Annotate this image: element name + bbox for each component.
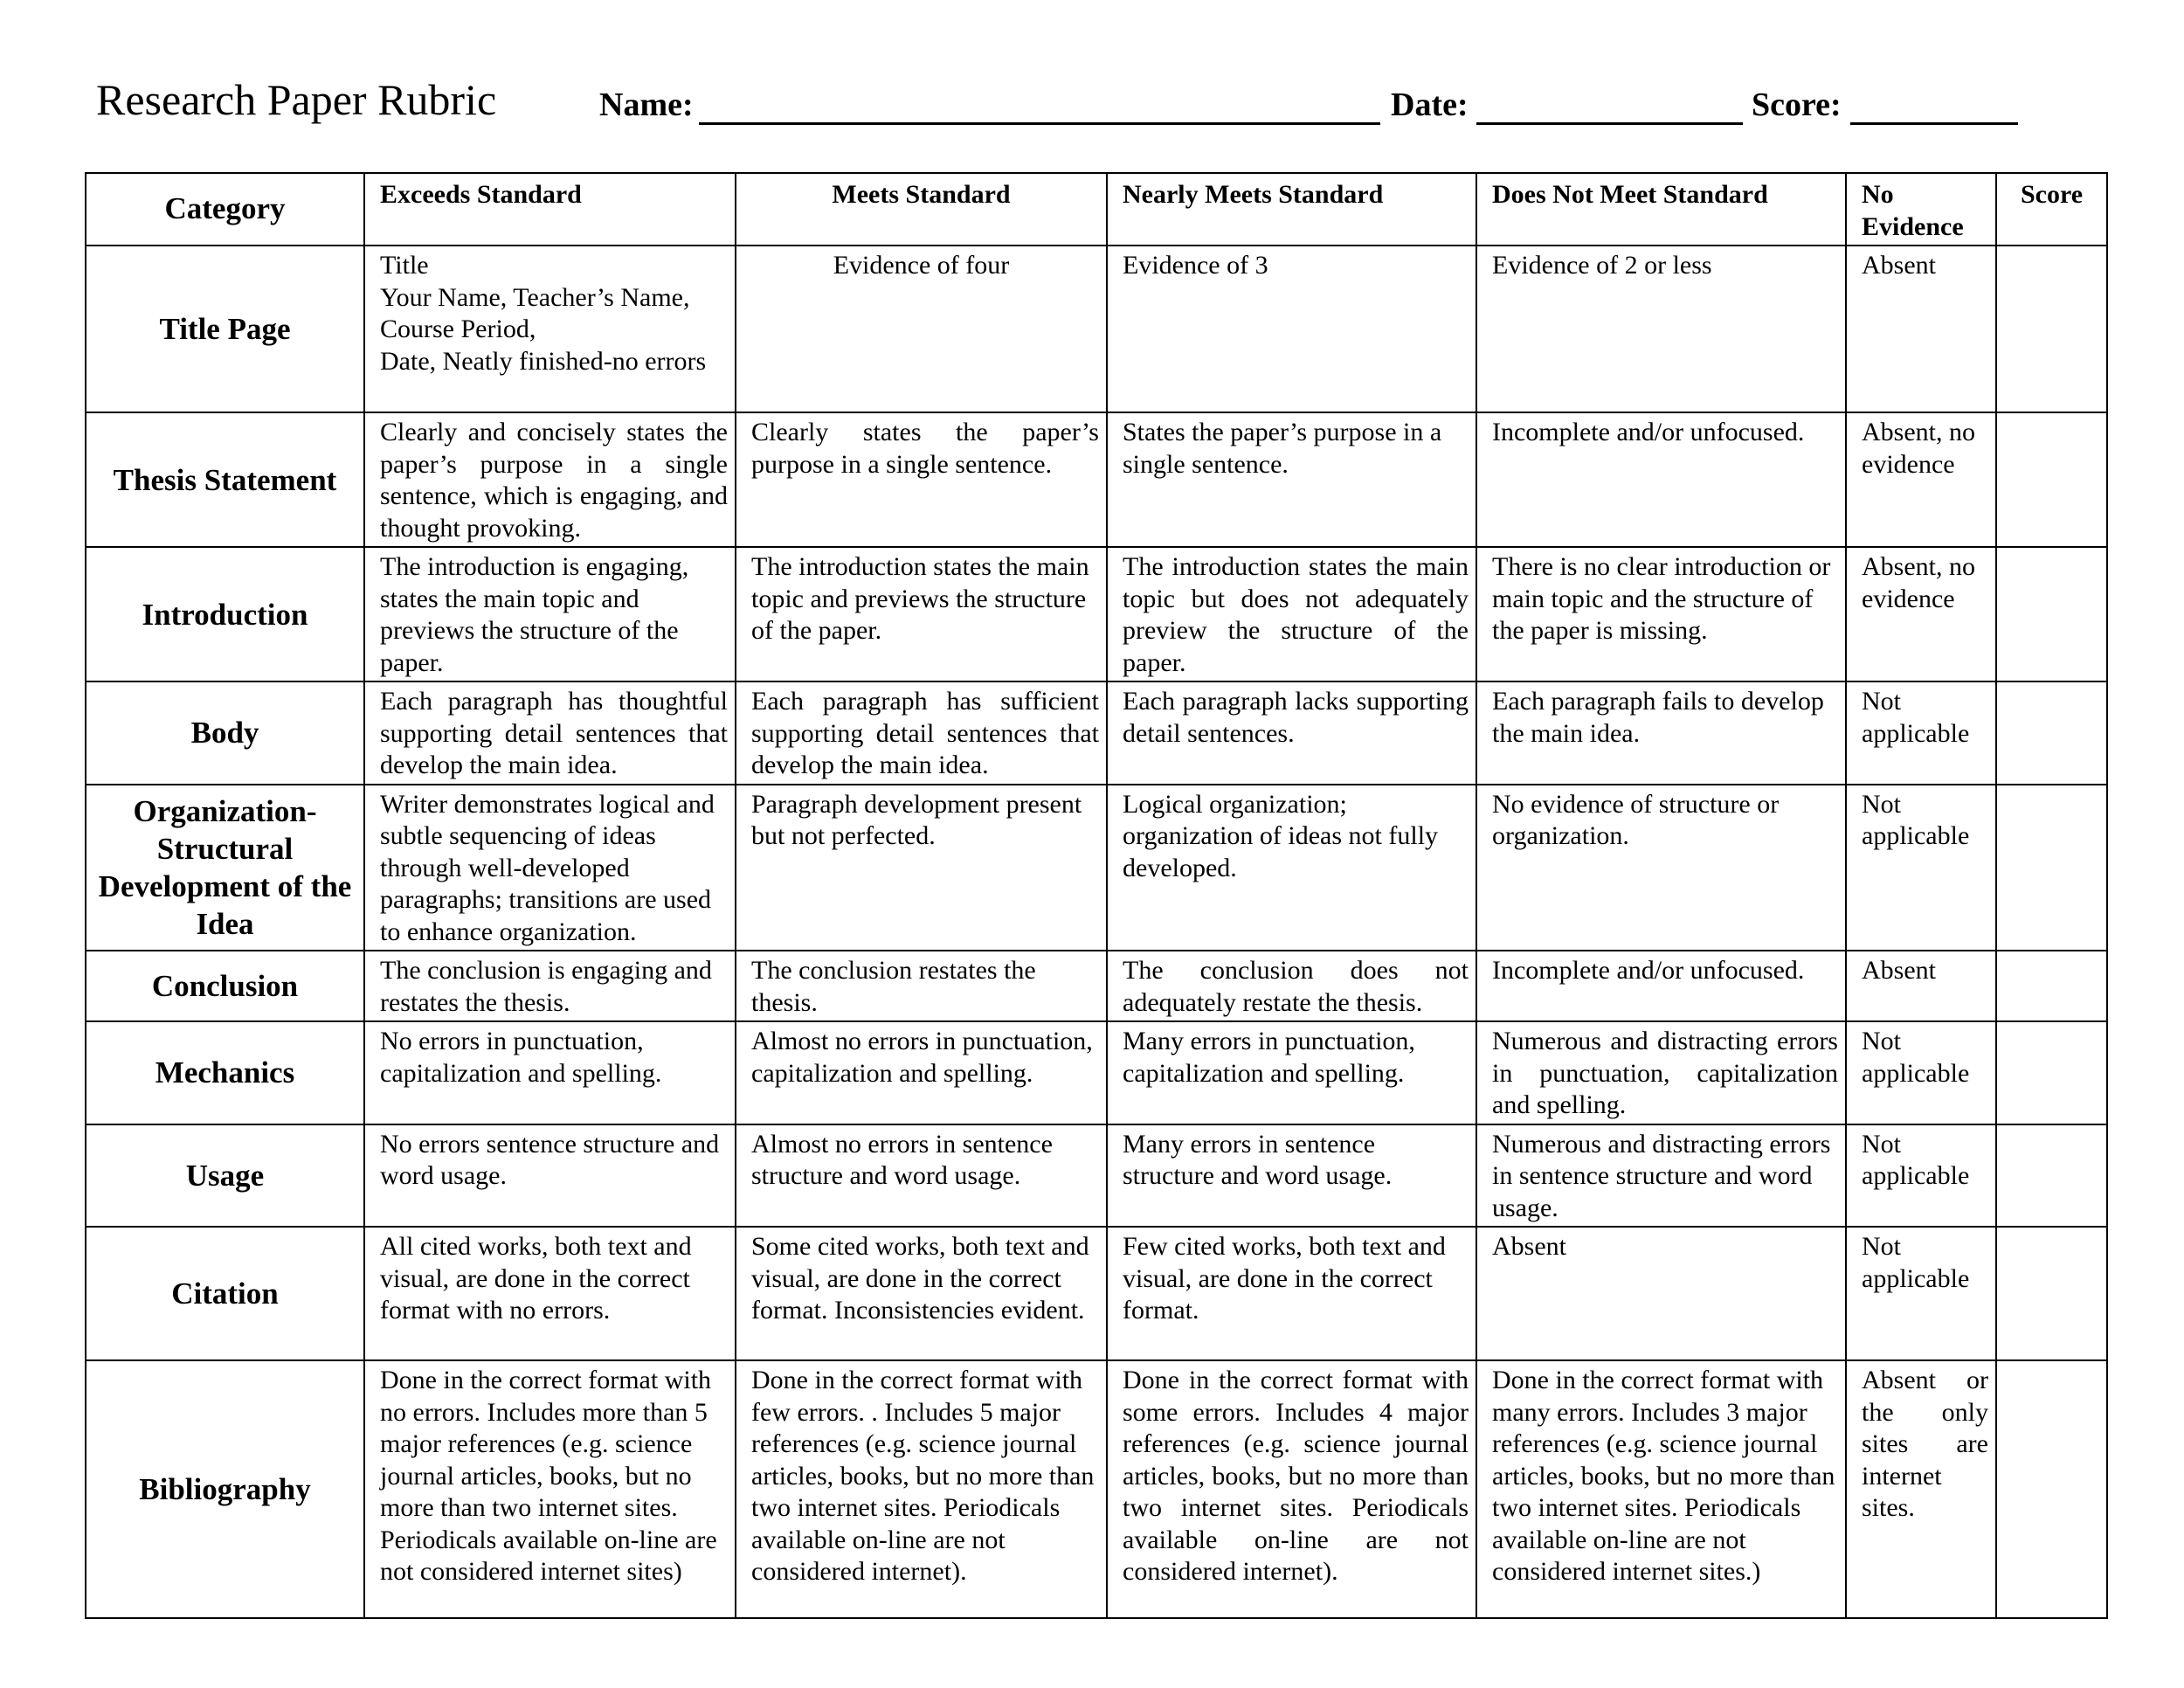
cell-exceeds: Clearly and concisely states the paper’s purpose in a single sentence, which is engaging, and thought provoking. <box>364 412 736 547</box>
cell-nearly: Each paragraph lacks supporting detail sentences. <box>1107 681 1476 785</box>
cell-exceeds: Writer demonstrates logical and subtle sequencing of ideas through well-developed paragraphs; transitions are used to enhance organization. <box>364 785 736 951</box>
table-header-row <box>86 173 2107 246</box>
cell-nearly: Many errors in punctuation, capitalization and spelling. <box>1107 1021 1476 1124</box>
table-row <box>86 547 2107 681</box>
column-header-exceeds: Exceeds Standard <box>364 173 736 246</box>
table-row <box>86 1360 2107 1618</box>
cell-exceeds: The introduction is engaging, states the main topic and previews the structure of the paper. <box>364 547 736 681</box>
date-label: Date: <box>1391 86 1469 123</box>
cell-does-not: Evidence of 2 or less <box>1476 246 1846 412</box>
row-category: Usage <box>86 1124 364 1228</box>
score-label: Score: <box>1752 86 1842 123</box>
score-field[interactable] <box>1850 122 2018 125</box>
cell-meets: The conclusion restates the thesis. <box>736 951 1107 1021</box>
row-category: Thesis Statement <box>86 412 364 547</box>
cell-score[interactable] <box>1996 1227 2107 1360</box>
cell-no-evidence: Absent, no evidence <box>1846 412 1996 547</box>
column-header-does-not: Does Not Meet Standard <box>1476 173 1846 246</box>
table-row <box>86 1227 2107 1360</box>
row-category: Citation <box>86 1227 364 1360</box>
cell-meets: Paragraph development present but not perfected. <box>736 785 1107 951</box>
cell-score[interactable] <box>1996 412 2107 547</box>
cell-score[interactable] <box>1996 246 2107 412</box>
cell-does-not: Incomplete and/or unfocused. <box>1476 412 1846 547</box>
cell-does-not: Numerous and distracting errors in punctuation, capitalization and spelling. <box>1476 1021 1846 1124</box>
cell-nearly: The introduction states the main topic but does not adequately preview the structure of the paper. <box>1107 547 1476 681</box>
cell-score[interactable] <box>1996 547 2107 681</box>
cell-line: Title <box>380 251 429 280</box>
cell-no-evidence: Absent or the only sites are internet sites. <box>1846 1360 1996 1618</box>
cell-does-not: Done in the correct format with many errors. Includes 3 major references (e.g. science journal articles, books, but no more than two internet sites. Periodicals available on-line are not considered internet sites.) <box>1476 1360 1846 1618</box>
column-header-category: Category <box>86 173 364 246</box>
column-header-meets: Meets Standard <box>736 173 1107 246</box>
cell-line: Your Name, Teacher’s Name, <box>380 282 690 312</box>
name-field[interactable] <box>699 122 1380 125</box>
row-category: Bibliography <box>86 1360 364 1618</box>
cell-nearly: States the paper’s purpose in a single sentence. <box>1107 412 1476 547</box>
cell-exceeds: No errors in punctuation, capitalization and spelling. <box>364 1021 736 1124</box>
row-category: Title Page <box>86 246 364 412</box>
cell-score[interactable] <box>1996 1124 2107 1228</box>
cell-exceeds: No errors sentence structure and word usage. <box>364 1124 736 1228</box>
table-row <box>86 246 2107 412</box>
cell-exceeds: The conclusion is engaging and restates the thesis. <box>364 951 736 1021</box>
rubric-table <box>85 172 2108 1619</box>
cell-does-not: Absent <box>1476 1227 1846 1360</box>
row-category: Mechanics <box>86 1021 364 1124</box>
table-row <box>86 681 2107 785</box>
cell-meets: Each paragraph has sufficient supporting detail sentences that develop the main idea. <box>736 681 1107 785</box>
cell-no-evidence: Not applicable <box>1846 785 1996 951</box>
cell-line: Course Period, <box>380 315 536 343</box>
cell-nearly: Done in the correct format with some errors. Includes 4 major references (e.g. science journal articles, books, but no more than two internet sites. Periodicals available on-line are not considered internet). <box>1107 1360 1476 1618</box>
name-label: Name: <box>599 86 694 123</box>
cell-score[interactable] <box>1996 1360 2107 1618</box>
cell-does-not: No evidence of structure or organization. <box>1476 785 1846 951</box>
table-row <box>86 951 2107 1021</box>
cell-meets: Evidence of four <box>736 246 1107 412</box>
cell-meets: Clearly states the paper’s purpose in a single sentence. <box>736 412 1107 547</box>
cell-no-evidence: Absent <box>1846 951 1996 1021</box>
cell-does-not: Numerous and distracting errors in sentence structure and word usage. <box>1476 1124 1846 1228</box>
column-header-no-evidence: No Evidence <box>1846 173 1996 246</box>
cell-nearly: Evidence of 3 <box>1107 246 1476 412</box>
row-category: Organization-Structural Development of the Idea <box>86 785 364 951</box>
table-row <box>86 1124 2107 1228</box>
cell-exceeds: Done in the correct format with no errors. Includes more than 5 major references (e.g. science journal articles, books, but no more than two internet sites. Periodicals available on-line are not considered internet sites) <box>364 1360 736 1618</box>
cell-meets: Some cited works, both text and visual, are done in the correct format. Inconsistencies evident. <box>736 1227 1107 1360</box>
cell-meets: The introduction states the main topic and previews the structure of the paper. <box>736 547 1107 681</box>
cell-nearly: Logical organization; organization of ideas not fully developed. <box>1107 785 1476 951</box>
cell-nearly: Few cited works, both text and visual, are done in the correct format. <box>1107 1227 1476 1360</box>
cell-score[interactable] <box>1996 1021 2107 1124</box>
table-row <box>86 1021 2107 1124</box>
cell-does-not: There is no clear introduction or main topic and the structure of the paper is missing. <box>1476 547 1846 681</box>
table-row <box>86 785 2107 951</box>
cell-does-not: Incomplete and/or unfocused. <box>1476 951 1846 1021</box>
column-header-score: Score <box>1996 173 2107 246</box>
cell-exceeds: Each paragraph has thoughtful supporting detail sentences that develop the main idea. <box>364 681 736 785</box>
cell-exceeds: All cited works, both text and visual, are done in the correct format with no errors. <box>364 1227 736 1360</box>
row-category: Conclusion <box>86 951 364 1021</box>
row-category: Introduction <box>86 547 364 681</box>
cell-nearly: The conclusion does not adequately restate the thesis. <box>1107 951 1476 1021</box>
cell-no-evidence: Not applicable <box>1846 1227 1996 1360</box>
page-title: Research Paper Rubric <box>96 75 497 124</box>
cell-exceeds <box>364 246 736 412</box>
cell-nearly: Many errors in sentence structure and word usage. <box>1107 1124 1476 1228</box>
cell-no-evidence: Not applicable <box>1846 1021 1996 1124</box>
cell-no-evidence: Absent, no evidence <box>1846 547 1996 681</box>
table-row <box>86 412 2107 547</box>
cell-no-evidence: Not applicable <box>1846 1124 1996 1228</box>
cell-line: Date, Neatly finished-no errors <box>380 346 707 376</box>
cell-score[interactable] <box>1996 951 2107 1021</box>
row-category: Body <box>86 681 364 785</box>
date-field[interactable] <box>1476 122 1743 125</box>
cell-score[interactable] <box>1996 681 2107 785</box>
cell-does-not: Each paragraph fails to develop the main idea. <box>1476 681 1846 785</box>
cell-meets: Almost no errors in sentence structure and word usage. <box>736 1124 1107 1228</box>
column-header-nearly: Nearly Meets Standard <box>1107 173 1476 246</box>
cell-meets: Almost no errors in punctuation, capitalization and spelling. <box>736 1021 1107 1124</box>
cell-no-evidence: Not applicable <box>1846 681 1996 785</box>
page-header <box>96 73 2105 135</box>
cell-score[interactable] <box>1996 785 2107 951</box>
cell-meets: Done in the correct format with few errors. . Includes 5 major references (e.g. science journal articles, books, but no more than two internet sites. Periodicals available on-line are not considered internet). <box>736 1360 1107 1618</box>
cell-no-evidence: Absent <box>1846 246 1996 412</box>
